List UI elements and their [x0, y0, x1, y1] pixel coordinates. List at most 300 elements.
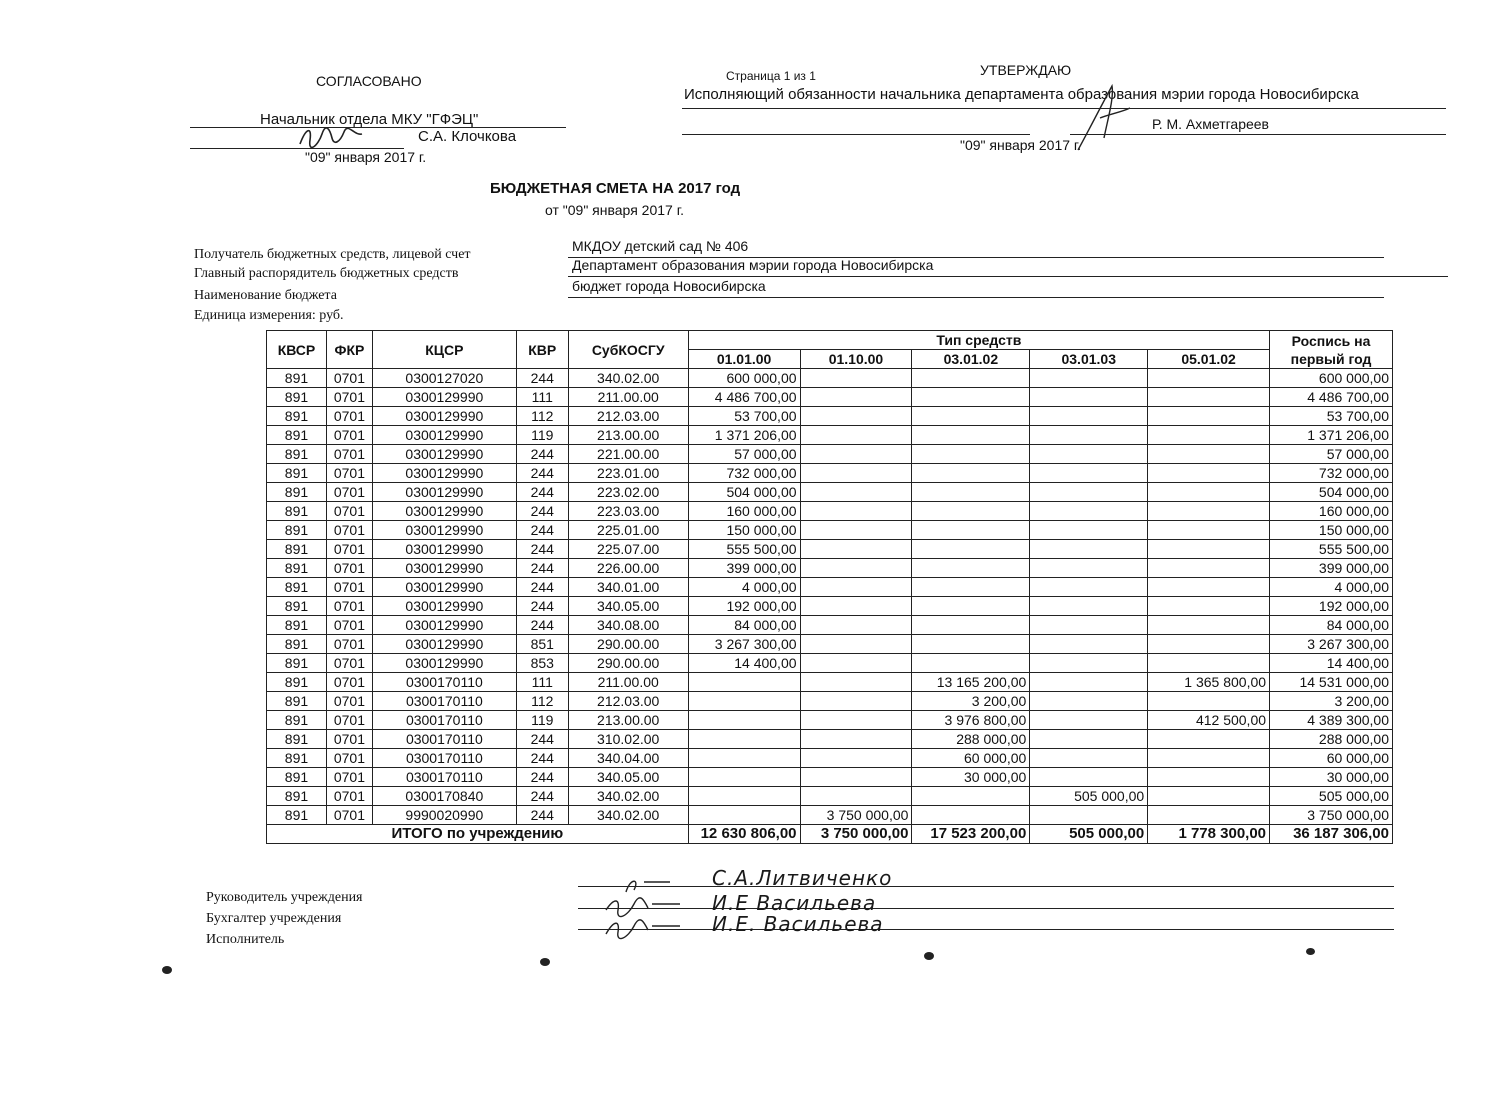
fund-amount-cell: [1030, 578, 1148, 597]
fund-amount-cell: [1030, 654, 1148, 673]
col-fund-type: Тип средств: [688, 331, 1269, 350]
fund-amount-cell: [800, 559, 912, 578]
head-label: Руководитель учреждения: [206, 890, 363, 905]
fund-amount-cell: [912, 654, 1030, 673]
fund-amount-cell: 555 500,00: [688, 540, 800, 559]
subkosgu-cell: 213.00.00: [568, 711, 688, 730]
kvsr-cell: 891: [267, 806, 327, 825]
value-manager: Департамент образования мэрии города Новосибирска: [572, 257, 934, 273]
kvr-cell: 244: [516, 445, 568, 464]
fund-amount-cell: [800, 635, 912, 654]
kcsr-cell: 0300170110: [372, 692, 516, 711]
kcsr-cell: 0300129990: [372, 502, 516, 521]
table-row: [267, 692, 1393, 711]
kvsr-cell: 891: [267, 369, 327, 388]
accountant-label: Бухгалтер учреждения: [206, 911, 342, 926]
fund-amount-cell: [1148, 768, 1270, 787]
subkosgu-cell: 211.00.00: [568, 388, 688, 407]
executor-line: [578, 929, 1394, 930]
fund-amount-cell: [1030, 483, 1148, 502]
fund-amount-cell: [1030, 730, 1148, 749]
subkosgu-cell: 290.00.00: [568, 635, 688, 654]
fund-amount-cell: [1030, 445, 1148, 464]
total-cell: 3 750 000,00: [800, 825, 912, 844]
painting-cell: 150 000,00: [1270, 521, 1393, 540]
kvr-cell: 244: [516, 616, 568, 635]
kcsr-cell: 9990020990: [372, 806, 516, 825]
accountant-line: [578, 908, 1394, 909]
painting-cell: 14 531 000,00: [1270, 673, 1393, 692]
subkosgu-cell: 223.01.00: [568, 464, 688, 483]
subkosgu-cell: 211.00.00: [568, 673, 688, 692]
fund-amount-cell: [1030, 768, 1148, 787]
fund-amount-cell: [912, 483, 1030, 502]
kvr-cell: 112: [516, 407, 568, 426]
kvsr-cell: 891: [267, 540, 327, 559]
kcsr-cell: 0300129990: [372, 654, 516, 673]
kcsr-cell: 0300129990: [372, 445, 516, 464]
col-kcsr: КЦСР: [372, 331, 516, 369]
kcsr-cell: 0300170840: [372, 787, 516, 806]
approve-signature-line: [682, 134, 1030, 135]
fund-amount-cell: [800, 483, 912, 502]
kvr-cell: 244: [516, 597, 568, 616]
fund-amount-cell: [1030, 426, 1148, 445]
fund-amount-cell: 3 200,00: [912, 692, 1030, 711]
subkosgu-cell: 340.02.00: [568, 369, 688, 388]
kvsr-cell: 891: [267, 787, 327, 806]
fund-amount-cell: [912, 578, 1030, 597]
fund-amount-cell: [800, 654, 912, 673]
fkr-cell: 0701: [326, 445, 372, 464]
fund-amount-cell: [912, 806, 1030, 825]
fkr-cell: 0701: [326, 692, 372, 711]
fund-amount-cell: [912, 521, 1030, 540]
fkr-cell: 0701: [326, 673, 372, 692]
kvr-cell: 244: [516, 730, 568, 749]
fund-amount-cell: [1030, 711, 1148, 730]
painting-cell: 4 389 300,00: [1270, 711, 1393, 730]
fund-amount-cell: [688, 806, 800, 825]
fund-amount-cell: [1030, 806, 1148, 825]
kvr-cell: 112: [516, 692, 568, 711]
value-budget: бюджет города Новосибирска: [572, 278, 766, 294]
fund-amount-cell: [1030, 597, 1148, 616]
subkosgu-cell: 213.00.00: [568, 426, 688, 445]
fund-amount-cell: [1030, 464, 1148, 483]
fund-amount-cell: [1148, 692, 1270, 711]
fund-amount-cell: [1148, 483, 1270, 502]
kvr-cell: 244: [516, 540, 568, 559]
fund-amount-cell: [1030, 673, 1148, 692]
fkr-cell: 0701: [326, 635, 372, 654]
kvsr-cell: 891: [267, 407, 327, 426]
kvsr-cell: 891: [267, 692, 327, 711]
kcsr-cell: 0300129990: [372, 407, 516, 426]
fund-amount-cell: [688, 692, 800, 711]
fund-amount-cell: [1030, 749, 1148, 768]
agreed-title: СОГЛАСОВАНО: [316, 73, 422, 89]
fund-amount-cell: [800, 597, 912, 616]
agreed-date: "09" января 2017 г.: [305, 149, 427, 165]
subkosgu-cell: 212.03.00: [568, 407, 688, 426]
painting-cell: 600 000,00: [1270, 369, 1393, 388]
fkr-cell: 0701: [326, 730, 372, 749]
fund-amount-cell: [1030, 369, 1148, 388]
table-row: [267, 445, 1393, 464]
fund-amount-cell: 192 000,00: [688, 597, 800, 616]
fund-amount-cell: [912, 540, 1030, 559]
fund-amount-cell: 3 976 800,00: [912, 711, 1030, 730]
kcsr-cell: 0300170110: [372, 673, 516, 692]
table-row: [267, 711, 1393, 730]
fund-amount-cell: 57 000,00: [688, 445, 800, 464]
fund-amount-cell: [1148, 730, 1270, 749]
painting-cell: 504 000,00: [1270, 483, 1393, 502]
painting-cell: 3 200,00: [1270, 692, 1393, 711]
fund-amount-cell: [1148, 597, 1270, 616]
fund-amount-cell: [912, 445, 1030, 464]
col-fkr: ФКР: [326, 331, 372, 369]
kvr-cell: 244: [516, 768, 568, 787]
table-row: [267, 635, 1393, 654]
kcsr-cell: 0300129990: [372, 597, 516, 616]
fund-amount-cell: [800, 578, 912, 597]
kvr-cell: 244: [516, 369, 568, 388]
fund-amount-cell: [912, 407, 1030, 426]
fund-amount-cell: 1 365 800,00: [1148, 673, 1270, 692]
subkosgu-cell: 212.03.00: [568, 692, 688, 711]
head-line: [578, 886, 1394, 887]
fkr-cell: 0701: [326, 768, 372, 787]
painting-cell: 555 500,00: [1270, 540, 1393, 559]
kvr-cell: 244: [516, 749, 568, 768]
fund-amount-cell: [912, 464, 1030, 483]
table-row: [267, 502, 1393, 521]
fund-amount-cell: [1148, 502, 1270, 521]
subkosgu-cell: 340.01.00: [568, 578, 688, 597]
fund-amount-cell: 30 000,00: [912, 768, 1030, 787]
painting-cell: 192 000,00: [1270, 597, 1393, 616]
approve-title: УТВЕРЖДАЮ: [980, 62, 1072, 78]
fund-amount-cell: [800, 407, 912, 426]
col-kvsr: КВСР: [267, 331, 327, 369]
fund-amount-cell: [1030, 635, 1148, 654]
kvr-cell: 244: [516, 483, 568, 502]
fund-amount-cell: 160 000,00: [688, 502, 800, 521]
fund-amount-cell: [800, 711, 912, 730]
fund-amount-cell: [800, 445, 912, 464]
fund-amount-cell: [1148, 464, 1270, 483]
scan-speck: [924, 952, 934, 960]
fund-amount-cell: [1148, 445, 1270, 464]
painting-cell: 399 000,00: [1270, 559, 1393, 578]
kcsr-cell: 0300129990: [372, 483, 516, 502]
fund-amount-cell: [1030, 616, 1148, 635]
scan-speck: [162, 966, 172, 974]
kvr-cell: 244: [516, 502, 568, 521]
fund-amount-cell: 3 267 300,00: [688, 635, 800, 654]
col-subkosgu: СубКОСГУ: [568, 331, 688, 369]
kvsr-cell: 891: [267, 521, 327, 540]
kvr-cell: 119: [516, 711, 568, 730]
table-row: [267, 426, 1393, 445]
kvr-cell: 111: [516, 673, 568, 692]
table-row: [267, 559, 1393, 578]
fund-amount-cell: [688, 768, 800, 787]
kcsr-cell: 0300129990: [372, 559, 516, 578]
kvr-cell: 244: [516, 806, 568, 825]
subkosgu-cell: 340.08.00: [568, 616, 688, 635]
fkr-cell: 0701: [326, 578, 372, 597]
kvsr-cell: 891: [267, 654, 327, 673]
kvr-cell: 111: [516, 388, 568, 407]
table-row: [267, 597, 1393, 616]
table-row: [267, 787, 1393, 806]
painting-cell: 53 700,00: [1270, 407, 1393, 426]
fund-amount-cell: 399 000,00: [688, 559, 800, 578]
col-fund-code: 03.01.02: [912, 350, 1030, 369]
fund-amount-cell: [912, 426, 1030, 445]
kvr-cell: 853: [516, 654, 568, 673]
table-row: [267, 521, 1393, 540]
kvr-cell: 244: [516, 578, 568, 597]
kcsr-cell: 0300129990: [372, 616, 516, 635]
painting-cell: 14 400,00: [1270, 654, 1393, 673]
subkosgu-cell: 340.05.00: [568, 597, 688, 616]
fkr-cell: 0701: [326, 521, 372, 540]
agreed-signature-scribble: [296, 122, 366, 152]
fund-amount-cell: [1030, 407, 1148, 426]
subkosgu-cell: 226.00.00: [568, 559, 688, 578]
painting-cell: 57 000,00: [1270, 445, 1393, 464]
fund-amount-cell: 60 000,00: [912, 749, 1030, 768]
subkosgu-cell: 340.04.00: [568, 749, 688, 768]
table-row: [267, 369, 1393, 388]
fund-amount-cell: 505 000,00: [1030, 787, 1148, 806]
label-manager: Главный распорядитель бюджетных средств: [194, 266, 459, 281]
painting-cell: 160 000,00: [1270, 502, 1393, 521]
fund-amount-cell: [688, 673, 800, 692]
fkr-cell: 0701: [326, 502, 372, 521]
fund-amount-cell: [1148, 540, 1270, 559]
manager-line: [568, 276, 1448, 277]
kvsr-cell: 891: [267, 711, 327, 730]
fund-amount-cell: [1148, 616, 1270, 635]
fkr-cell: 0701: [326, 426, 372, 445]
fund-amount-cell: [1148, 787, 1270, 806]
fund-amount-cell: [1148, 806, 1270, 825]
fund-amount-cell: [800, 616, 912, 635]
fund-amount-cell: 600 000,00: [688, 369, 800, 388]
fkr-cell: 0701: [326, 483, 372, 502]
fund-amount-cell: 4 000,00: [688, 578, 800, 597]
painting-cell: 3 267 300,00: [1270, 635, 1393, 654]
col-painting: Роспись на первый год: [1270, 331, 1393, 369]
fund-amount-cell: [1148, 578, 1270, 597]
table-row: [267, 730, 1393, 749]
kcsr-cell: 0300170110: [372, 711, 516, 730]
agreed-position: Начальник отдела МКУ "ГФЭЦ": [260, 111, 479, 128]
kvr-cell: 244: [516, 521, 568, 540]
kvr-cell: 851: [516, 635, 568, 654]
fund-amount-cell: [800, 730, 912, 749]
fkr-cell: 0701: [326, 616, 372, 635]
approve-position: Исполняющий обязанности начальника департамента образования мэрии города Новосибирска: [684, 86, 1359, 103]
table-row: [267, 654, 1393, 673]
fund-amount-cell: [800, 692, 912, 711]
executor-label: Исполнитель: [206, 932, 285, 947]
kvsr-cell: 891: [267, 578, 327, 597]
fund-amount-cell: [1148, 635, 1270, 654]
subkosgu-cell: 340.02.00: [568, 806, 688, 825]
fund-amount-cell: [912, 369, 1030, 388]
fund-amount-cell: [800, 502, 912, 521]
kcsr-cell: 0300127020: [372, 369, 516, 388]
scan-speck: [540, 958, 550, 966]
fund-amount-cell: [1148, 388, 1270, 407]
fund-amount-cell: [1148, 654, 1270, 673]
fund-amount-cell: 14 400,00: [688, 654, 800, 673]
fund-amount-cell: [1148, 559, 1270, 578]
fund-amount-cell: [912, 635, 1030, 654]
fund-amount-cell: [800, 426, 912, 445]
budget-line: [568, 297, 1384, 298]
kvsr-cell: 891: [267, 426, 327, 445]
agreed-name: С.А. Клочкова: [418, 128, 517, 145]
table-row: [267, 616, 1393, 635]
painting-cell: 4 000,00: [1270, 578, 1393, 597]
painting-cell: 505 000,00: [1270, 787, 1393, 806]
kvr-cell: 244: [516, 464, 568, 483]
approve-position-line: [682, 108, 1446, 109]
fund-amount-cell: 13 165 200,00: [912, 673, 1030, 692]
table-row: [267, 407, 1393, 426]
fund-amount-cell: [1030, 692, 1148, 711]
fund-amount-cell: [688, 787, 800, 806]
budget-table: [266, 330, 1393, 844]
painting-cell: 84 000,00: [1270, 616, 1393, 635]
painting-cell: 288 000,00: [1270, 730, 1393, 749]
kcsr-cell: 0300129990: [372, 426, 516, 445]
subkosgu-cell: 340.02.00: [568, 787, 688, 806]
fund-amount-cell: 3 750 000,00: [800, 806, 912, 825]
kcsr-cell: 0300129990: [372, 388, 516, 407]
fund-amount-cell: [688, 730, 800, 749]
fund-amount-cell: 4 486 700,00: [688, 388, 800, 407]
total-label: ИТОГО по учреждению: [267, 825, 689, 844]
kvsr-cell: 891: [267, 559, 327, 578]
fund-amount-cell: [912, 597, 1030, 616]
footer-signature-scribbles: [600, 872, 690, 942]
table-row: [267, 483, 1393, 502]
kvr-cell: 244: [516, 787, 568, 806]
fund-amount-cell: [800, 787, 912, 806]
fkr-cell: 0701: [326, 407, 372, 426]
kvsr-cell: 891: [267, 483, 327, 502]
kvsr-cell: 891: [267, 635, 327, 654]
kvsr-cell: 891: [267, 730, 327, 749]
approve-date: "09" января 2017 г.: [960, 137, 1082, 153]
total-cell: 17 523 200,00: [912, 825, 1030, 844]
fund-amount-cell: [800, 540, 912, 559]
painting-cell: 30 000,00: [1270, 768, 1393, 787]
approve-name: Р. М. Ахметгареев: [1152, 116, 1269, 132]
kvsr-cell: 891: [267, 464, 327, 483]
fund-amount-cell: [912, 616, 1030, 635]
table-row: [267, 388, 1393, 407]
fund-amount-cell: [800, 369, 912, 388]
scan-speck: [1306, 948, 1315, 955]
fkr-cell: 0701: [326, 464, 372, 483]
fund-amount-cell: [1030, 559, 1148, 578]
subkosgu-cell: 225.01.00: [568, 521, 688, 540]
fkr-cell: 0701: [326, 597, 372, 616]
subkosgu-cell: 223.03.00: [568, 502, 688, 521]
col-fund-code: 01.01.00: [688, 350, 800, 369]
painting-cell: 1 371 206,00: [1270, 426, 1393, 445]
fund-amount-cell: [912, 559, 1030, 578]
subkosgu-cell: 225.07.00: [568, 540, 688, 559]
fund-amount-cell: 412 500,00: [1148, 711, 1270, 730]
kvsr-cell: 891: [267, 388, 327, 407]
document-date: от "09" января 2017 г.: [545, 202, 684, 218]
fund-amount-cell: [1148, 749, 1270, 768]
kcsr-cell: 0300129990: [372, 540, 516, 559]
document-title: БЮДЖЕТНАЯ СМЕТА НА 2017 год: [490, 180, 741, 197]
painting-cell: 4 486 700,00: [1270, 388, 1393, 407]
col-fund-code: 03.01.03: [1030, 350, 1148, 369]
kcsr-cell: 0300129990: [372, 578, 516, 597]
table-row: [267, 749, 1393, 768]
fund-amount-cell: 288 000,00: [912, 730, 1030, 749]
kvsr-cell: 891: [267, 616, 327, 635]
page-info: Страница 1 из 1: [726, 69, 816, 83]
fkr-cell: 0701: [326, 540, 372, 559]
total-cell: 1 778 300,00: [1148, 825, 1270, 844]
accountant-name: И.Е Васильева: [712, 891, 877, 915]
fund-amount-cell: [800, 388, 912, 407]
kcsr-cell: 0300129990: [372, 635, 516, 654]
fkr-cell: 0701: [326, 388, 372, 407]
fkr-cell: 0701: [326, 749, 372, 768]
kcsr-cell: 0300170110: [372, 749, 516, 768]
kvsr-cell: 891: [267, 445, 327, 464]
label-unit: Единица измерения: руб.: [194, 308, 344, 323]
executor-name: И.Е. Васильева: [712, 912, 884, 936]
fkr-cell: 0701: [326, 369, 372, 388]
total-row: [267, 825, 1393, 844]
painting-cell: 732 000,00: [1270, 464, 1393, 483]
fkr-cell: 0701: [326, 711, 372, 730]
table-row: [267, 806, 1393, 825]
fund-amount-cell: [800, 521, 912, 540]
subkosgu-cell: 340.05.00: [568, 768, 688, 787]
kvsr-cell: 891: [267, 673, 327, 692]
value-recipient: МКДОУ детский сад № 406: [572, 238, 749, 254]
fund-amount-cell: 1 371 206,00: [688, 426, 800, 445]
table-row: [267, 768, 1393, 787]
subkosgu-cell: 221.00.00: [568, 445, 688, 464]
fund-amount-cell: [800, 673, 912, 692]
fund-amount-cell: [912, 787, 1030, 806]
kvsr-cell: 891: [267, 597, 327, 616]
fund-amount-cell: [1148, 369, 1270, 388]
kvsr-cell: 891: [267, 502, 327, 521]
fund-amount-cell: [1148, 407, 1270, 426]
fund-amount-cell: [800, 768, 912, 787]
label-recipient: Получатель бюджетных средств, лицевой счет: [194, 247, 471, 262]
